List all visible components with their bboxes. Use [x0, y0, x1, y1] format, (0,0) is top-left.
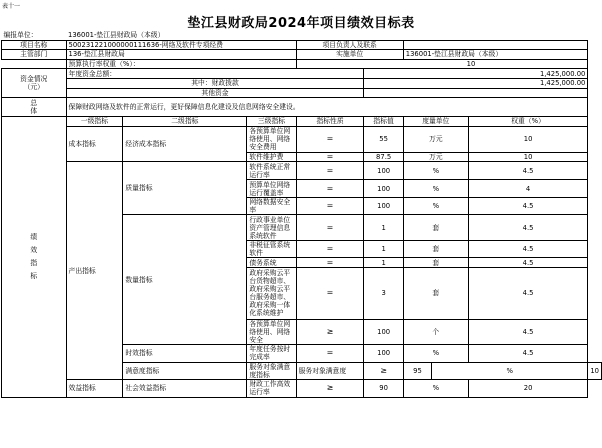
exec-unit-label: 实施单位 [296, 50, 403, 60]
budget-weight-value: 10 [296, 59, 588, 69]
exec-unit-value: 136001-垫江县财政局（本级） [403, 50, 588, 60]
col-level1: 一级指标 [66, 117, 123, 127]
indicator-op: = [296, 126, 364, 152]
indicator-op: = [296, 198, 364, 215]
indicator-op: = [296, 267, 364, 319]
indicator-unit: 万元 [403, 126, 468, 152]
indicator-weight: 4.5 [468, 267, 588, 319]
indicator-op: = [296, 180, 364, 198]
indicator-weight: 4.5 [468, 215, 588, 241]
col-unit: 度量单位 [403, 117, 468, 127]
indicator-value: 87.5 [364, 152, 403, 162]
indicator-unit: % [432, 362, 588, 379]
level1-cost: 成本指标 [66, 126, 123, 162]
level1-output: 产出指标 [66, 162, 123, 380]
dept-value: 136-垫江县财政局 [66, 50, 296, 60]
indicator-unit: 个 [403, 319, 468, 344]
indicator-value: 3 [364, 267, 403, 319]
indicator-op: = [296, 258, 364, 268]
indicator-value: 1 [364, 258, 403, 268]
indicator-value: 1 [364, 215, 403, 241]
level2-timeliness: 时效指标 [123, 344, 247, 362]
indicator-weight: 10 [588, 362, 602, 379]
indicator-op: ≥ [364, 362, 403, 379]
annual-total-value: 1,425,000.00 [364, 69, 588, 79]
col-nature: 指标性质 [296, 117, 364, 127]
indicator-unit: 套 [403, 215, 468, 241]
indicator-value: 55 [364, 126, 403, 152]
indicator-op: = [296, 162, 364, 180]
page-title: 垫江县财政局2024年项目绩效目标表 [187, 16, 415, 31]
indicator-unit: 套 [403, 258, 468, 268]
indicator-name: 债务系统 [247, 258, 296, 268]
unit-label: 编报单位： [3, 31, 38, 40]
indicator-name: 各预算单位网络使用、网络安全 [247, 319, 296, 344]
indicator-weight: 10 [468, 152, 588, 162]
indicator-weight: 4.5 [468, 198, 588, 215]
col-level3: 三级指标 [247, 117, 296, 127]
level2-social-benefit: 社会效益指标 [123, 379, 247, 397]
performance-table [1, 31, 602, 398]
indicator-op: = [296, 152, 364, 162]
indicator-weight: 4.5 [468, 241, 588, 258]
indicator-name: 行政事业单位资产管理信息系统软件 [247, 215, 296, 241]
project-name-value: 500231221000000111636-网络及软件专项经费 [66, 40, 296, 50]
level2-economic: 经济成本指标 [123, 126, 247, 162]
indicator-weight: 10 [468, 126, 588, 152]
funds-label: 资金情况 （元） [2, 69, 67, 98]
indicator-weight: 20 [468, 379, 588, 397]
indicator-op: ≥ [296, 379, 364, 397]
indicator-name: 财政工作高效运行率 [247, 379, 296, 397]
indicator-name: 预算单位网络运行覆盖率 [247, 180, 296, 198]
indicator-unit: % [403, 198, 468, 215]
dept-label: 主管部门 [2, 50, 67, 60]
project-name-label: 项目名称 [2, 40, 67, 50]
indicator-name: 非税征管系统软件 [247, 241, 296, 258]
indicator-unit: 套 [403, 241, 468, 258]
indicator-weight: 4.5 [468, 162, 588, 180]
other-label: 其他资金 [66, 88, 364, 98]
indicator-value: 95 [403, 362, 431, 379]
fiscal-label: 其中：财政拨款 [66, 78, 364, 88]
col-value: 指标值 [364, 117, 403, 127]
indicator-value: 100 [364, 180, 403, 198]
indicator-unit: 万元 [403, 152, 468, 162]
indicator-weight: 4.5 [468, 344, 588, 362]
overall-label: 总 体 [2, 98, 67, 117]
col-level2: 二级指标 [123, 117, 247, 127]
budget-weight-label: 预算执行率权重（%）： [66, 59, 296, 69]
indicator-name: 年度任务按时完成率 [247, 344, 296, 362]
indicator-weight: 4.5 [468, 258, 588, 268]
perf-label: 绩 效 指 标 [2, 117, 67, 398]
indicator-value: 100 [364, 319, 403, 344]
indicator-weight: 4.5 [468, 319, 588, 344]
indicator-op: = [296, 241, 364, 258]
indicator-op: ≥ [296, 319, 364, 344]
indicator-unit: % [403, 344, 468, 362]
indicator-op: = [296, 215, 364, 241]
indicator-weight: 4 [468, 180, 588, 198]
col-weight: 权重（%） [468, 117, 588, 127]
indicator-name: 软件系统正常运行率 [247, 162, 296, 180]
owner-value [403, 40, 588, 50]
header-tag: 表十一 [2, 3, 21, 10]
indicator-value: 1 [364, 241, 403, 258]
indicator-name: 各预算单位网络使用、网络安全费用 [247, 126, 296, 152]
indicator-value: 100 [364, 162, 403, 180]
level1-satisfaction: 满意度指标 [123, 362, 247, 379]
owner-label: 项目负责人及联系 [296, 40, 403, 50]
level2-quantity: 数量指标 [123, 215, 247, 345]
indicator-name: 网络数据安全率 [247, 198, 296, 215]
indicator-op: = [296, 344, 364, 362]
level2-quality: 质量指标 [123, 162, 247, 215]
other-value [364, 88, 588, 98]
unit-value: 136001-垫江县财政局（本级） [68, 31, 165, 40]
indicator-unit: % [403, 180, 468, 198]
level1-benefit: 效益指标 [66, 379, 123, 397]
indicator-unit: 套 [403, 267, 468, 319]
indicator-unit: % [403, 162, 468, 180]
fiscal-value: 1,425,000.00 [364, 78, 588, 88]
indicator-name: 软件维护费 [247, 152, 296, 162]
overall-text: 保障财政网络及软件的正常运行，更好保障信息化建设及信息网络安全建设。 [66, 98, 588, 117]
indicator-name: 政府采购云平台货物超市、政府采购云平台服务超市、政府采购一体化系统维护 [247, 267, 296, 319]
indicator-value: 100 [364, 198, 403, 215]
annual-total-label: 年度资金总额： [66, 69, 364, 79]
indicator-unit: % [403, 379, 468, 397]
indicator-value: 90 [364, 379, 403, 397]
indicator-name: 服务对象满意度 [296, 362, 364, 379]
level2-service-satisfaction: 服务对象满意度指标 [247, 362, 296, 379]
indicator-value: 100 [364, 344, 403, 362]
